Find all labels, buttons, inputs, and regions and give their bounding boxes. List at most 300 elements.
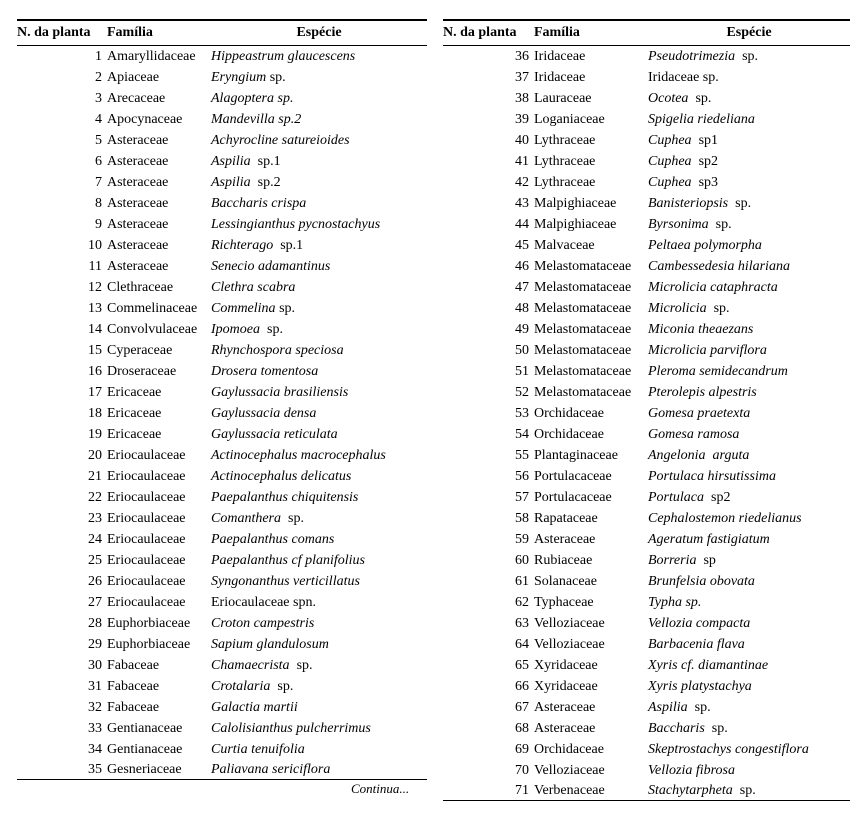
plant-species [211,277,427,298]
plant-number: 55 [515,448,529,463]
plant-family: Portulacaceae [534,469,612,484]
species-name-suffix: sp.2 [250,175,281,190]
plant-species [648,172,850,193]
plant-number: 34 [88,742,102,757]
plant-family: Asteraceae [107,154,169,169]
table-row [17,760,427,780]
plant-family: Asteraceae [534,700,596,715]
plant-species [648,592,850,613]
plant-species [211,508,427,529]
plant-number: 33 [88,721,102,736]
table-row [17,508,427,529]
plant-species [648,424,850,445]
table-row [443,298,850,319]
species-name-suffix: sp. [687,700,711,715]
table-row [443,781,850,801]
plant-number: 29 [88,637,102,652]
plant-family: Orchidaceae [534,427,604,442]
plant-family: Ericaceae [107,385,162,400]
plant-species [211,634,427,655]
plant-number: 62 [515,595,529,610]
plant-species [648,466,850,487]
plant-number: 2 [95,70,102,85]
species-name-italic: Senecio adamantinus [211,259,331,274]
plant-species [211,697,427,718]
table-body-right [443,46,850,801]
plant-number: 8 [95,196,102,211]
table-row [17,361,427,382]
plant-number: 3 [95,91,102,106]
plant-number: 70 [515,763,529,778]
plant-family: Iridaceae [534,70,586,85]
plant-family: Droseraceae [107,364,177,379]
plant-family: Malpighiaceae [534,196,617,211]
table-row [17,592,427,613]
plant-family: Plantaginaceae [534,448,618,463]
species-name-italic: Microlicia parviflora [648,343,767,358]
species-name-suffix: sp. [706,301,730,316]
plant-number: 42 [515,175,529,190]
species-name-italic: Comanthera [211,511,281,526]
plant-family: Fabaceae [107,679,160,694]
plant-family: Cyperaceae [107,343,173,358]
species-name-italic: Eryngium [211,70,267,85]
plant-species [648,130,850,151]
plant-family: Velloziaceae [534,637,605,652]
header-number: N. da planta [443,20,534,46]
plant-species [648,214,850,235]
species-name-italic: Baccharis [648,721,705,736]
plant-number: 46 [515,259,529,274]
table-row [17,46,427,68]
table-row [443,109,850,130]
plant-species [211,655,427,676]
plant-number: 26 [88,574,102,589]
plant-species [648,361,850,382]
table-row [443,88,850,109]
plant-family: Clethraceae [107,280,174,295]
species-name-italic: Ipomoea [211,322,260,337]
species-name-italic: Achyrocline satureioides [211,133,350,148]
plant-family: Melastomataceae [534,280,632,295]
plant-family: Ericaceae [107,427,162,442]
plant-species [648,340,850,361]
plant-family: Commelinaceae [107,301,198,316]
species-name-italic: Lessingianthus pycnostachyus [211,217,381,232]
species-name-suffix: sp. [735,49,759,64]
plant-family: Gentianaceae [107,742,183,757]
plant-number: 25 [88,553,102,568]
plant-number: 41 [515,154,529,169]
plant-number: 31 [88,679,102,694]
species-name-italic: Calolisianthus pulcherrimus [211,721,371,736]
plant-number: 21 [88,469,102,484]
plant-species [648,319,850,340]
plant-number: 66 [515,679,529,694]
plant-number: 44 [515,217,529,232]
plant-family: Ericaceae [107,406,162,421]
plant-family: Loganiaceae [534,112,605,127]
table-row [443,697,850,718]
species-name-italic: Aspilia [648,700,688,715]
table-row [17,193,427,214]
species-name-italic: Richterago [211,238,274,253]
header-number: N. da planta [17,20,107,46]
plant-family: Euphorbiaceae [107,616,191,631]
plant-number: 22 [88,490,102,505]
plant-family: Eriocaulaceae [107,574,186,589]
species-name-italic: Pleroma semidecandrum [648,364,788,379]
plant-family: Velloziaceae [534,763,605,778]
plant-number: 18 [88,406,102,421]
plant-species [648,550,850,571]
species-name-italic: Gaylussacia brasiliensis [211,385,349,400]
plant-species [648,508,850,529]
plant-species [648,403,850,424]
plant-number: 57 [515,490,529,505]
plant-family: Xyridaceae [534,658,598,673]
table-row [17,298,427,319]
species-name-italic: Barbacenia flava [648,637,745,652]
plant-family: Malpighiaceae [534,217,617,232]
plant-species [648,109,850,130]
plant-number: 71 [443,781,534,801]
species-name-italic: Borreria [648,553,697,568]
plant-species [648,655,850,676]
plant-species [648,151,850,172]
species-name-italic: Cuphea [648,154,692,169]
plant-species [648,718,850,739]
plant-number: 68 [515,721,529,736]
plant-species [211,88,427,109]
table-row [17,487,427,508]
plant-species [211,172,427,193]
plant-number: 11 [88,259,102,274]
table-row [443,550,850,571]
plant-number: 56 [515,469,529,484]
table-row [17,718,427,739]
plant-species [211,109,427,130]
plant-number: 24 [88,532,102,547]
plant-number: 23 [88,511,102,526]
plant-number: 58 [515,511,529,526]
plant-species [211,151,427,172]
plant-species [211,676,427,697]
plant-family: Asteraceae [107,175,169,190]
species-name-italic: Typha sp. [648,595,702,610]
species-name-italic: Vellozia compacta [648,616,751,631]
plant-number: 5 [95,133,102,148]
table-row [17,676,427,697]
plant-number: 13 [88,301,102,316]
plant-species [211,256,427,277]
species-name-suffix: sp2 [691,154,719,169]
table-row [443,382,850,403]
plant-family: Melastomataceae [534,259,632,274]
plant-species [211,382,427,403]
plant-family: Rapataceae [534,511,598,526]
table-row [443,67,850,88]
plant-family: Eriocaulaceae [107,553,186,568]
plant-number: 10 [88,238,102,253]
plant-family: Portulacaceae [534,490,612,505]
table-row [17,172,427,193]
plant-family: Euphorbiaceae [107,637,191,652]
species-name-italic: Clethra scabra [211,280,296,295]
plant-species [648,298,850,319]
species-name-italic: Xyris cf. diamantinae [648,658,769,673]
table-row [443,340,850,361]
plant-species [211,46,427,68]
species-name-italic: Commelina [211,301,276,316]
species-name-italic: Gomesa praetexta [648,406,751,421]
species-name-italic: Stachytarpheta [648,783,733,798]
plant-species [211,424,427,445]
plant-number: 14 [88,322,102,337]
table-body-left [17,46,427,780]
table-row [443,403,850,424]
table-row [443,592,850,613]
species-name-italic: Syngonanthus verticillatus [211,574,360,589]
plant-species [211,487,427,508]
species-name-suffix: sp. [281,511,304,526]
species-name-italic: Byrsonima [648,217,709,232]
plant-number: 52 [515,385,529,400]
plant-number: 45 [515,238,529,253]
plant-number: 35 [17,760,107,780]
species-name-suffix: sp3 [691,175,719,190]
table-row [17,550,427,571]
table-row [443,529,850,550]
plant-number: 59 [515,532,529,547]
table-row [17,424,427,445]
table-row [443,487,850,508]
plant-family: Orchidaceae [534,406,604,421]
plant-species [648,529,850,550]
plant-family: Iridaceae [534,49,586,64]
species-name-suffix: Iridaceae sp. [648,70,719,85]
plant-species [211,592,427,613]
species-name-italic: Hippeastrum glaucescens [211,49,356,64]
plant-number: 39 [515,112,529,127]
species-name-italic: Chamaecrista [211,658,290,673]
plant-family: Eriocaulaceae [107,511,186,526]
plant-family: Asteraceae [534,721,596,736]
plant-species [648,193,850,214]
species-name-italic: Paepalanthus cf planifolius [211,553,365,568]
plant-species [211,529,427,550]
plant-species [648,781,850,801]
species-name-italic: Banisteriopsis [648,196,729,211]
plant-number: 32 [88,700,102,715]
plant-family: Gentianaceae [107,721,183,736]
plant-family: Orchidaceae [534,742,604,757]
species-name-suffix: sp. [688,91,712,106]
plant-family: Amaryllidaceae [107,49,196,64]
plant-species [648,88,850,109]
species-name-italic: Pterolepis alpestris [648,385,757,400]
species-name-suffix: sp1 [691,133,719,148]
plant-number: 67 [515,700,529,715]
species-name-italic: Mandevilla sp.2 [211,112,302,127]
species-name-italic: Portulaca hirsutissima [648,469,776,484]
plant-number: 20 [88,448,102,463]
table-row [443,193,850,214]
plant-number: 38 [515,91,529,106]
plant-species [211,214,427,235]
plant-number: 65 [515,658,529,673]
table-row [17,634,427,655]
plant-species [648,676,850,697]
plant-species [211,235,427,256]
plant-number: 12 [88,280,102,295]
species-name-suffix: sp [696,553,716,568]
plant-number: 60 [515,553,529,568]
continua-note: Continua... [351,781,410,796]
species-name-italic: Gaylussacia densa [211,406,317,421]
species-name-italic: Baccharis crispa [211,196,307,211]
plant-species [211,403,427,424]
plant-family: Malvaceae [534,238,595,253]
plant-number: 37 [515,70,529,85]
table-row [443,319,850,340]
header-species: Espécie [211,20,427,46]
plant-family: Melastomataceae [534,385,632,400]
table-row [443,676,850,697]
table-row [443,46,850,68]
plant-family: Verbenaceae [534,781,648,801]
plant-species [648,256,850,277]
plant-species [211,718,427,739]
plant-number: 1 [95,49,102,64]
plant-family: Convolvulaceae [107,322,198,337]
table-row [17,613,427,634]
plant-family: Melastomataceae [534,322,632,337]
plant-family: Asteraceae [107,133,169,148]
species-name-italic: Actinocephalus delicatus [211,469,352,484]
plant-number: 7 [95,175,102,190]
table-row [17,403,427,424]
plant-family: Solanaceae [534,574,597,589]
table-row [443,571,850,592]
species-name-italic: Cuphea [648,175,692,190]
plant-species [648,571,850,592]
table-row [443,172,850,193]
species-name-italic: Spigelia riedeliana [648,112,755,127]
plant-family: Gesneriaceae [107,760,211,780]
table-row [17,571,427,592]
plant-species [648,760,850,781]
table-row [443,508,850,529]
plant-number: 47 [515,280,529,295]
species-name-suffix: sp. [708,217,732,232]
species-name-suffix: sp. [732,783,756,798]
species-name-italic: Sapium glandulosum [211,637,329,652]
plant-family: Asteraceae [107,217,169,232]
header-species: Espécie [648,20,850,46]
table-row [17,277,427,298]
plant-family: Velloziaceae [534,616,605,631]
plant-species [648,277,850,298]
table-row [17,214,427,235]
plant-species [648,445,850,466]
header-family: Família [534,20,648,46]
table-row [17,529,427,550]
table-row [17,256,427,277]
plant-species [211,466,427,487]
plant-number: 9 [95,217,102,232]
species-name-italic: Paliavana sericiflora [211,762,331,777]
table-row [17,67,427,88]
species-name-suffix: sp. [704,721,728,736]
species-name-italic: Crotalaria [211,679,271,694]
plant-family: Typhaceae [534,595,594,610]
species-name-italic: Galactia martii [211,700,298,715]
plant-species [211,550,427,571]
species-name-italic: Vellozia fibrosa [648,763,735,778]
plant-species [648,487,850,508]
species-name-italic: Actinocephalus macrocephalus [211,448,386,463]
species-name-suffix: sp2 [704,490,731,505]
species-name-italic: Paepalanthus comans [211,532,335,547]
plant-number: 61 [515,574,529,589]
species-name-suffix: Eriocaulaceae spn. [211,595,316,610]
table-row [443,445,850,466]
plant-number: 27 [88,595,102,610]
species-name-italic: Ocotea [648,91,689,106]
species-name-italic: Gaylussacia reticulata [211,427,338,442]
table-row [17,382,427,403]
plant-number: 36 [515,49,529,64]
species-name-italic: Ageratum fastigiatum [648,532,770,547]
plant-family: Apocynaceae [107,112,183,127]
table-row [17,109,427,130]
plant-species [648,739,850,760]
table-row [17,130,427,151]
plant-species [211,571,427,592]
table-row [17,340,427,361]
plant-species [648,697,850,718]
plant-number: 51 [515,364,529,379]
table-row [443,613,850,634]
plant-family: Apiaceae [107,70,160,85]
plant-family: Lauraceae [534,91,592,106]
plant-number: 40 [515,133,529,148]
plant-number: 50 [515,343,529,358]
table-row [17,319,427,340]
plant-species [211,445,427,466]
plant-number: 4 [95,112,102,127]
plant-family: Fabaceae [107,658,160,673]
plant-number: 30 [88,658,102,673]
plant-family: Asteraceae [534,532,596,547]
plant-family: Asteraceae [107,259,169,274]
species-name-suffix: sp. [728,196,752,211]
plant-number: 15 [88,343,102,358]
plant-number: 43 [515,196,529,211]
plant-family: Eriocaulaceae [107,448,186,463]
species-name-italic: Drosera tomentosa [211,364,319,379]
species-name-italic: Peltaea polymorpha [648,238,762,253]
species-name-italic: Alagoptera sp. [211,91,294,106]
plant-species [211,361,427,382]
species-name-suffix: sp. [289,658,313,673]
species-name-italic: Miconia theaezans [648,322,754,337]
plant-species [211,613,427,634]
plant-family: Melastomataceae [534,343,632,358]
plant-number: 69 [515,742,529,757]
table-row [17,697,427,718]
